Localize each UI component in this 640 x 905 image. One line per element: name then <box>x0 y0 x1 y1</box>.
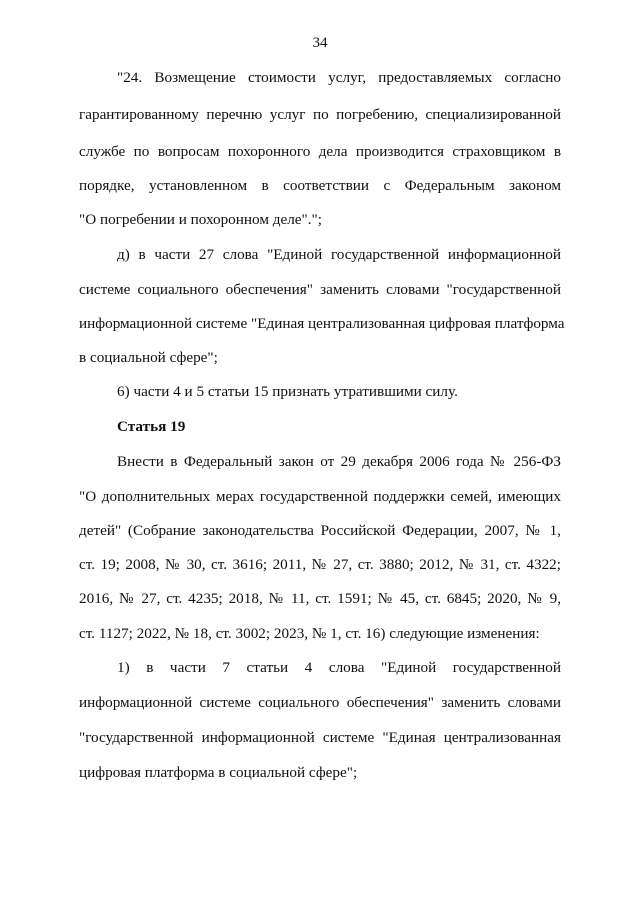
page-number: 34 <box>312 35 328 51</box>
text-line: информационной системе социального обеспечения" заменить словами <box>79 694 561 711</box>
article-heading: Статья 19 <box>117 418 186 435</box>
text-line: цифровая платформа в социальной сфере"; <box>79 764 358 781</box>
text-line: 2016, № 27, ст. 4235; 2018, № 11, ст. 1591; № 45, ст. 6845; 2020, № 9, <box>79 590 561 607</box>
text-line: службе по вопросам похоронного дела производится страховщиком в <box>79 143 561 160</box>
text-line: 1) в части 7 статьи 4 слова "Единой государственной <box>117 659 561 676</box>
text-line: "О дополнительных мерах государственной поддержки семей, имеющих <box>79 488 561 505</box>
text-line: детей" (Собрание законодательства Российской Федерации, 2007, № 1, <box>79 522 561 539</box>
text-line: информационной системе "Единая централизованная цифровая платформа <box>79 315 565 332</box>
text-line: системе социального обеспечения" заменить словами "государственной <box>79 281 561 298</box>
text-line: ст. 19; 2008, № 30, ст. 3616; 2011, № 27, ст. 3880; 2012, № 31, ст. 4322; <box>79 556 561 573</box>
text-line: "государственной информационной системе "Единая централизованная <box>79 729 561 746</box>
text-line: в социальной сфере"; <box>79 349 218 366</box>
text-line: ст. 1127; 2022, № 18, ст. 3002; 2023, № 1, ст. 16) следующие изменения: <box>79 625 540 642</box>
text-line: порядке, установленном в соответствии с Федеральным законом <box>79 177 561 194</box>
text-line: 6) части 4 и 5 статьи 15 признать утратившими силу. <box>117 383 458 400</box>
text-line: Внести в Федеральный закон от 29 декабря 2006 года № 256-ФЗ <box>117 453 561 470</box>
text-line: гарантированному перечню услуг по погребению, специализированной <box>79 106 561 123</box>
text-line: "24. Возмещение стоимости услуг, предоставляемых согласно <box>117 69 561 86</box>
text-line: д) в части 27 слова "Единой государственной информационной <box>117 246 561 263</box>
text-line: "О погребении и похоронном деле"."; <box>79 211 322 228</box>
